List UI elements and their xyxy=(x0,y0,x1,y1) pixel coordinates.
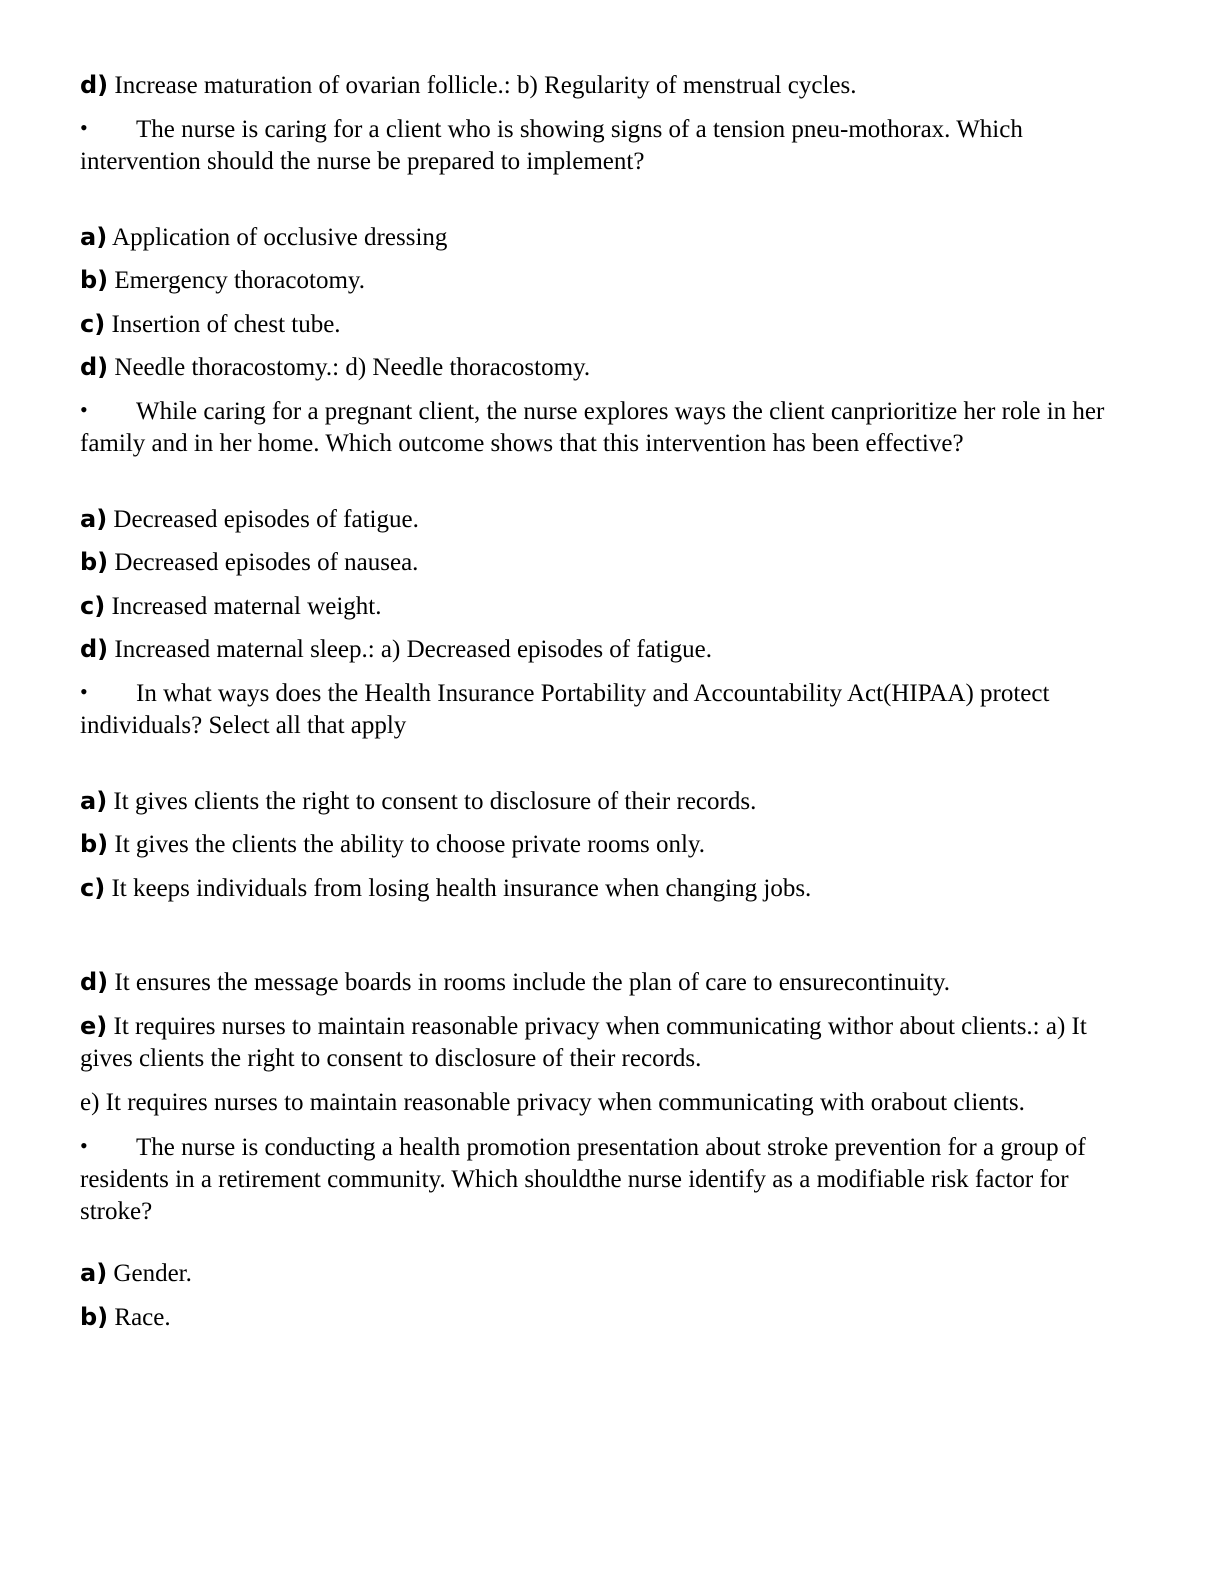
option-letter: b) xyxy=(80,266,109,294)
answer-option xyxy=(80,504,1144,537)
option-letter: d) xyxy=(80,71,109,99)
option-letter: d) xyxy=(80,353,109,381)
option-letter: b) xyxy=(80,830,109,858)
option-text: It ensures the message boards in rooms include the plan of care to ensurecontinuity. xyxy=(114,969,951,996)
question-item xyxy=(80,678,1144,742)
answer-option xyxy=(80,309,1144,342)
option-text: It gives the clients the ability to choose private rooms only. xyxy=(114,831,706,858)
option-letter: a) xyxy=(80,786,108,815)
answer-option xyxy=(80,1011,1144,1076)
option-letter: d) xyxy=(80,968,109,996)
option-letter: b) xyxy=(80,1302,109,1331)
answer-option xyxy=(80,70,1144,103)
option-letter: c) xyxy=(80,309,106,338)
option-text: Gender. xyxy=(113,1260,192,1287)
question-item xyxy=(80,114,1144,178)
option-text: It requires nurses to maintain reasonable privacy when communicating withor about clients.: a) It gives clients the right to consent to disclosure of their records. xyxy=(80,1012,1087,1072)
question-text: In what ways does the Health Insurance Portability and Accountability Act(HIPAA) protect individuals? Select all that apply xyxy=(80,679,1050,739)
bullet-icon: • xyxy=(80,678,88,704)
option-letter: b) xyxy=(80,548,109,576)
option-text: Emergency thoracotomy. xyxy=(114,267,366,294)
option-letter: c) xyxy=(80,591,106,620)
option-text: It keeps individuals from losing health insurance when changing jobs. xyxy=(111,874,812,902)
question-item xyxy=(80,1132,1144,1228)
answer-option xyxy=(80,873,1144,906)
answer-option xyxy=(80,591,1144,624)
option-letter: a) xyxy=(80,504,108,533)
question-text: The nurse is conducting a health promotion presentation about stroke prevention for a group of residents in a retirement community. Which shouldthe nurse identify as a modifiable risk factor for stroke? xyxy=(80,1134,1086,1225)
option-letter: a) xyxy=(80,1259,108,1287)
answer-option xyxy=(80,265,1144,298)
option-text: Increase maturation of ovarian follicle.: b) Regularity of menstrual cycles. xyxy=(114,72,857,99)
bullet-icon: • xyxy=(80,114,88,140)
option-text: Race. xyxy=(114,1303,171,1331)
answer-option xyxy=(80,1302,1144,1335)
option-text: Needle thoracostomy.: d) Needle thoracostomy. xyxy=(114,354,591,381)
question-text: The nurse is caring for a client who is showing signs of a tension pneu-mothorax. Which intervention should the nurse be prepared to implement? xyxy=(80,115,1023,175)
answer-option xyxy=(80,634,1144,667)
answer-option xyxy=(80,829,1144,862)
answer-key-line: e) It requires nurses to maintain reasonable privacy when communicating with orabout clients. xyxy=(80,1088,1025,1116)
answer-option xyxy=(80,352,1144,385)
option-letter: c) xyxy=(80,873,106,902)
question-text: While caring for a pregnant client, the nurse explores ways the client canprioritize her role in her family and in her home. Which outcome shows that this intervention has been effective? xyxy=(80,397,1105,457)
bullet-icon: • xyxy=(80,396,88,422)
option-letter: a) xyxy=(80,222,108,251)
question-item xyxy=(80,396,1144,460)
answer-option xyxy=(80,967,1144,1000)
bullet-icon: • xyxy=(80,1133,88,1158)
option-text: Application of occlusive dressing xyxy=(112,223,448,251)
answer-option xyxy=(80,222,1144,255)
option-letter: d) xyxy=(80,635,109,663)
option-text: Increased maternal sleep.: a) Decreased episodes of fatigue. xyxy=(114,636,713,663)
option-text: Insertion of chest tube. xyxy=(111,310,341,338)
answer-option xyxy=(80,786,1144,819)
option-letter: e) xyxy=(80,1011,108,1040)
option-text: Decreased episodes of nausea. xyxy=(114,549,419,576)
option-text: Decreased episodes of fatigue. xyxy=(113,505,419,533)
answer-option xyxy=(80,1258,1144,1291)
answer-option xyxy=(80,547,1144,580)
option-text: Increased maternal weight. xyxy=(111,592,382,620)
option-text: It gives clients the right to consent to disclosure of their records. xyxy=(113,787,757,815)
